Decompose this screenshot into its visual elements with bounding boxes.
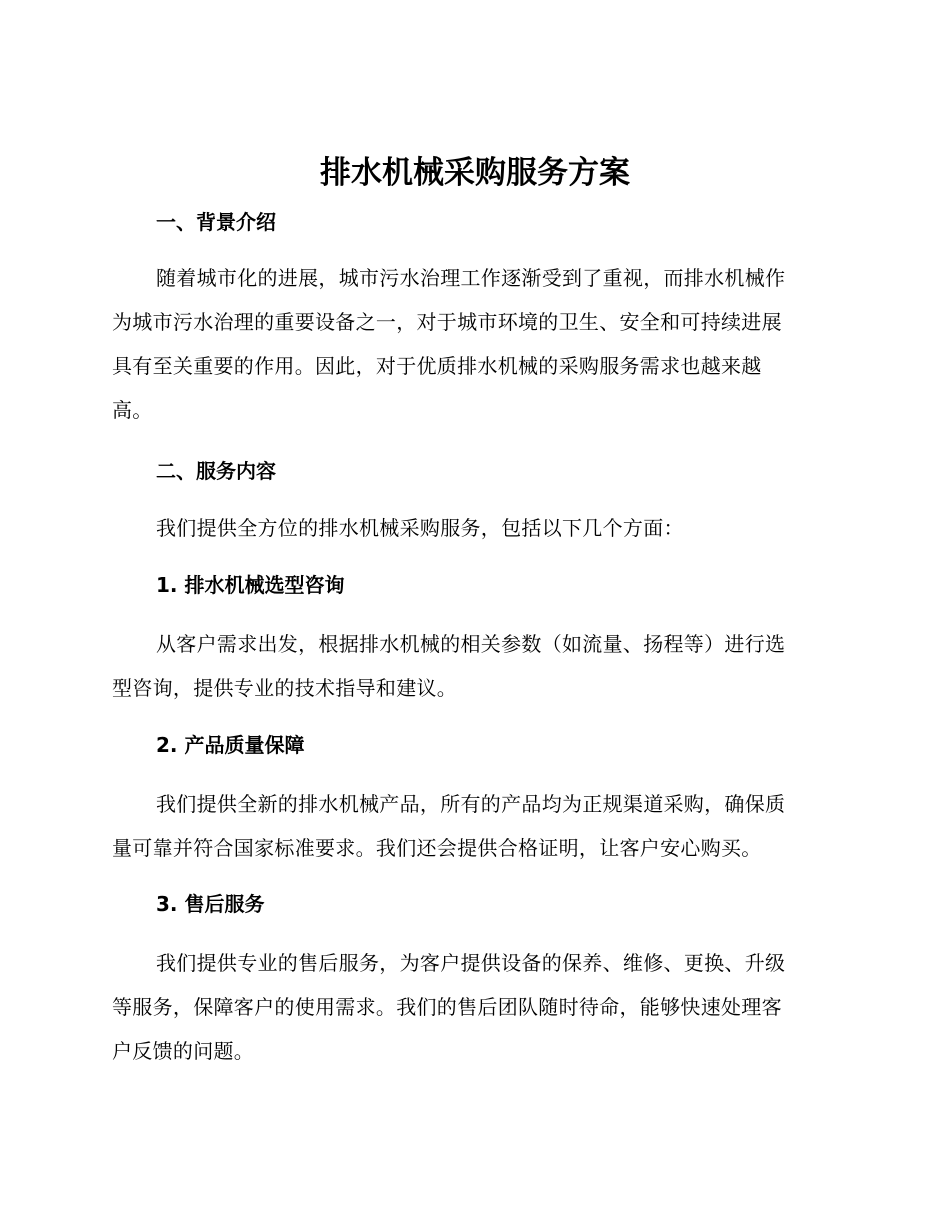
section-heading-background: 一、背景介绍 (156, 210, 276, 234)
section-heading-service-content: 二、服务内容 (156, 459, 276, 483)
paragraph-line: 具有至关重要的作用。因此，对于优质排水机械的采购服务需求也越来越 (112, 354, 762, 378)
paragraph-line: 随着城市化的进展，城市污水治理工作逐渐受到了重视，而排水机械作 (156, 266, 786, 290)
paragraph-line: 从客户需求出发，根据排水机械的相关参数（如流量、扬程等）进行选 (156, 632, 786, 656)
paragraph-line: 户反馈的问题。 (112, 1039, 255, 1063)
paragraph-line: 型咨询，提供专业的技术指导和建议。 (112, 676, 458, 700)
paragraph-background (112, 256, 832, 432)
paragraph-selection-consulting (112, 622, 832, 710)
paragraph-service-content (112, 506, 832, 550)
paragraph-line: 高。 (112, 398, 153, 422)
paragraph-line: 我们提供专业的售后服务，为客户提供设备的保养、维修、更换、升级 (156, 951, 786, 975)
paragraph-line: 等服务，保障客户的使用需求。我们的售后团队随时待命，能够快速处理客 (112, 995, 782, 1019)
section-heading-quality-assurance: 2. 产品质量保障 (156, 733, 305, 757)
section-heading-selection-consulting: 1. 排水机械选型咨询 (156, 573, 345, 597)
paragraph-after-sales (112, 941, 832, 1073)
paragraph-line: 为城市污水治理的重要设备之一，对于城市环境的卫生、安全和可持续进展 (112, 310, 782, 334)
section-heading-after-sales: 3. 售后服务 (156, 892, 265, 916)
paragraph-quality-assurance (112, 782, 832, 870)
document-title: 排水机械采购服务方案 (320, 155, 630, 191)
paragraph-line: 量可靠并符合国家标准要求。我们还会提供合格证明，让客户安心购买。 (112, 836, 762, 860)
paragraph-line: 我们提供全新的排水机械产品，所有的产品均为正规渠道采购，确保质 (156, 792, 786, 816)
paragraph-line: 我们提供全方位的排水机械采购服务，包括以下几个方面： (156, 516, 684, 540)
